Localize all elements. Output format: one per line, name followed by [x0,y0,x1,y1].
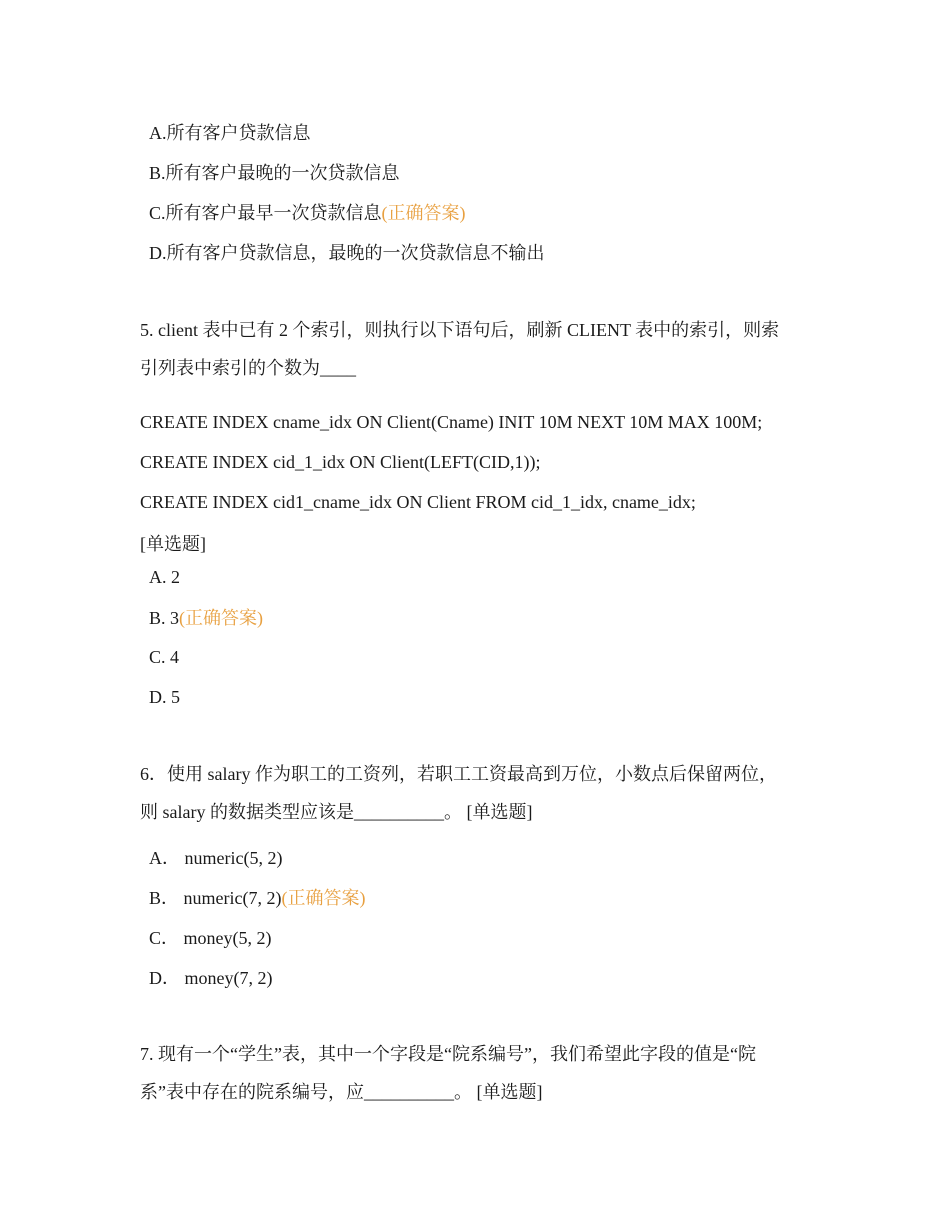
correct-answer-mark: (正确答案) [281,888,366,908]
q5-option-c [149,645,179,669]
q4-option-d [149,241,545,265]
q4-option-b [149,161,400,185]
q6-stem-line2: 则 salary 的数据类型应该是__________。 [单选题] [140,802,533,822]
q6-stem-line1: 6．使用 salary 作为职工的工资列，若职工工资最高到万位，小数点后保留两位， [140,764,777,784]
q5-option-b [149,606,263,630]
q5-option-a [149,565,180,589]
q5-code-line3: CREATE INDEX cid1_cname_idx ON Client FROM cid_1_idx, cname_idx; [140,492,696,512]
q5-stem-line1: 5. client 表中已有 2 个索引，则执行以下语句后，刷新 CLIENT 表中的索引，则索 [140,320,780,340]
option-text: A． numeric(5, 2) [149,848,283,868]
option-text: B.所有客户最晚的一次贷款信息 [149,163,400,183]
q6-option-d [149,966,272,990]
option-text: D. 5 [149,687,180,707]
q5-code-line1: CREATE INDEX cname_idx ON Client(Cname) INIT 10M NEXT 10M MAX 100M; [140,412,763,432]
q7-stem-line1: 7. 现有一个“学生”表，其中一个字段是“院系编号”，我们希望此字段的值是“院 [140,1044,756,1064]
option-text: B． numeric(7, 2) [149,888,282,908]
q5-type-tag: [单选题] [140,534,206,554]
option-text: D． money(7, 2) [149,968,273,988]
option-text: C.所有客户最早一次贷款信息 [149,203,382,223]
q6-option-b [149,886,365,910]
correct-answer-mark: (正确答案) [381,203,466,223]
q4-option-a [149,121,311,145]
q6-option-a [149,846,282,870]
option-text: A. 2 [149,567,180,587]
q7-stem-line2: 系”表中存在的院系编号，应__________。 [单选题] [140,1082,543,1102]
option-text: C. 4 [149,647,180,667]
option-text: B. 3 [149,608,180,628]
correct-answer-mark: (正确答案) [179,608,264,628]
option-text: C． money(5, 2) [149,928,272,948]
option-text: D.所有客户贷款信息，最晚的一次贷款信息不输出 [149,243,545,263]
q6-option-c [149,926,271,950]
q5-stem-line2: 引列表中索引的个数为____ [140,358,356,378]
q4-option-c [149,201,466,225]
q5-option-d [149,685,180,709]
q5-code-line2: CREATE INDEX cid_1_idx ON Client(LEFT(CID,1)); [140,452,541,472]
option-text: A.所有客户贷款信息 [149,123,311,143]
